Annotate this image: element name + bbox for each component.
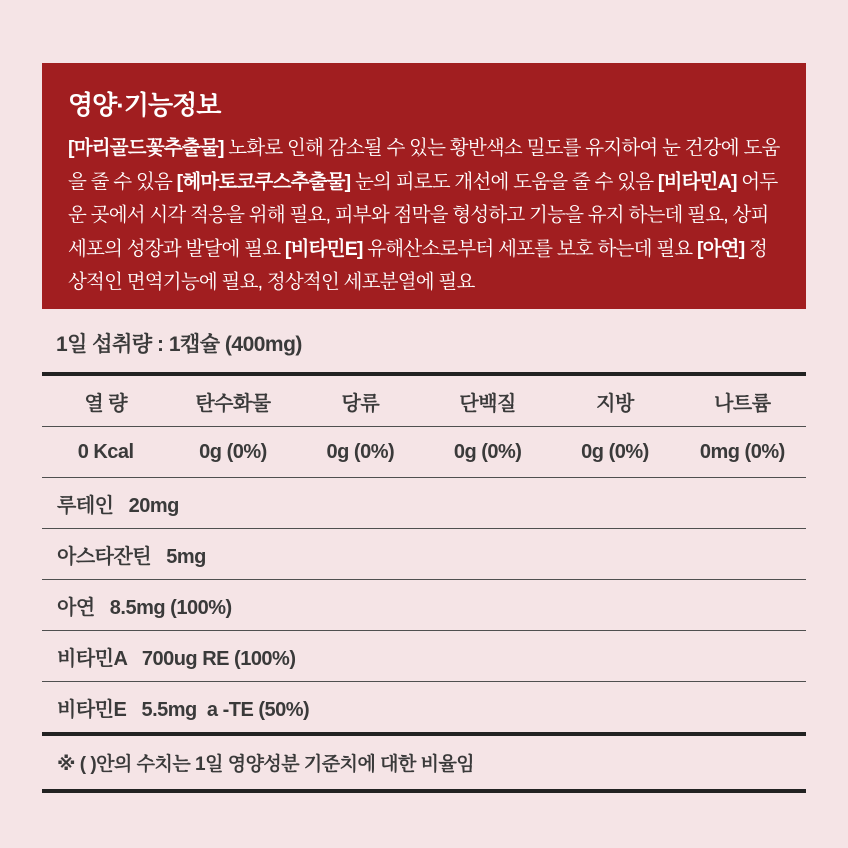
ingredient-vitamin-a-amount: 비타민A 700ug RE (100%): [57, 647, 296, 670]
column-header-fat: 지방: [596, 392, 634, 415]
vitamin-e-description: 유해산소로부터 세포를 보호 하는데 필요: [362, 237, 697, 260]
ingredient-marigold-label: [마리골드꽃추출물]: [68, 137, 224, 159]
value-fat: 0g (0%): [581, 440, 649, 463]
table-row-lutein: [42, 477, 806, 528]
value-sodium: 0mg (0%): [699, 440, 785, 463]
column-header-calories: 열 량: [84, 392, 128, 415]
nutrition-table: [42, 372, 806, 793]
ingredient-zinc-label: [아연]: [696, 237, 745, 260]
value-sugars: 0g (0%): [326, 440, 395, 463]
table-row-vitamin-e: [42, 681, 806, 732]
ingredient-vitamin-a-label: [비타민A]: [657, 170, 737, 193]
ingredient-astaxanthin-amount: 아스타잔틴 5mg: [57, 545, 206, 568]
serving-size-line: 1일 섭취량 : 1캡슐 (400mg): [56, 333, 302, 356]
haematococcus-description: 눈의 피로도 개선에 도움을 줄 수 있음: [350, 170, 658, 193]
daily-value-footnote: ※ ( )안의 수치는 1일 영양성분 기준치에 대한 비율임: [57, 754, 475, 775]
nutrition-function-info-box: [42, 63, 806, 309]
table-row-zinc: [42, 579, 806, 630]
marigold-description: 노화로 인해 감소될 수 있는 황반색소 밀도를 유지하여 눈 건강에 도움을 줄 수 있음: [68, 137, 780, 193]
ingredient-vitamin-e-amount: 비타민E 5.5mg a -TE (50%): [57, 698, 310, 721]
table-header-row: [42, 376, 806, 426]
ingredient-vitamin-e-label: [비타민E]: [284, 237, 363, 260]
vitamin-a-description: 어두운 곳에서 시각 적응을 위해 필요, 피부와 점막을 형성하고 기능을 유지 하는데 필요, 상피세포의 성장과 발달에 필요: [68, 170, 778, 260]
zinc-description: 정상적인 면역기능에 필요, 정상적인 세포분열에 필요: [68, 237, 768, 293]
column-header-sugars: 당류: [341, 392, 380, 415]
info-box-body: [68, 132, 780, 300]
ingredient-zinc-amount: 아연 8.5mg (100%): [57, 596, 232, 619]
table-footnote-row: [42, 732, 806, 789]
value-carbohydrate: 0g (0%): [199, 440, 267, 463]
column-header-protein: 단백질: [459, 392, 516, 415]
column-header-carbohydrate: 탄수화물: [195, 392, 271, 415]
table-row-vitamin-a: [42, 630, 806, 681]
table-row-astaxanthin: [42, 528, 806, 579]
ingredient-haematococcus-label: [헤마토코쿠스추출물]: [176, 170, 351, 193]
value-calories: 0 Kcal: [77, 440, 134, 463]
table-values-row: [42, 426, 806, 477]
value-protein: 0g (0%): [453, 440, 522, 463]
ingredient-lutein-amount: 루테인 20mg: [57, 494, 179, 517]
info-box-title: 영양·기능정보: [68, 90, 221, 120]
column-header-sodium: 나트륨: [714, 392, 771, 415]
